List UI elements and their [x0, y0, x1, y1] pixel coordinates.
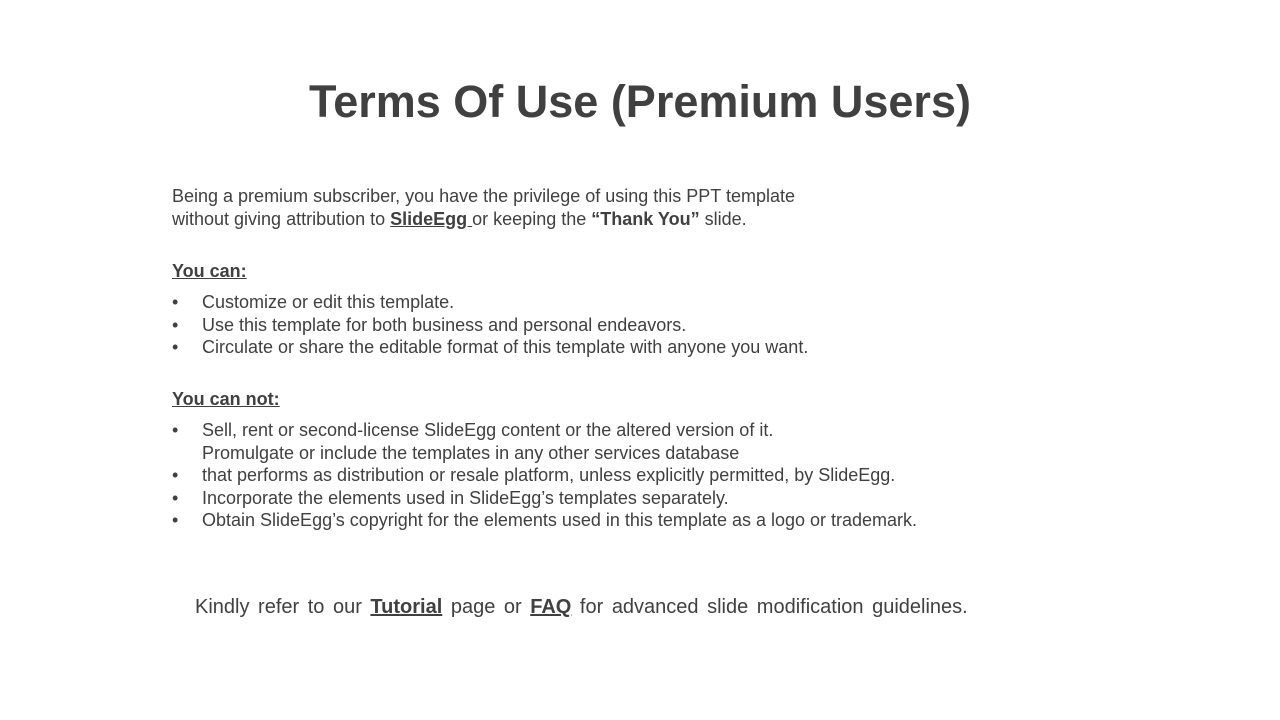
- list-item-text: Customize or edit this template.: [202, 292, 455, 312]
- list-item: [172, 487, 1072, 510]
- list-item-text: Obtain SlideEgg’s copyright for the elements used in this template as a logo or trademark.: [202, 510, 918, 530]
- list-item: [172, 464, 1072, 487]
- intro-line-1: Being a premium subscriber, you have the privilege of using this PPT template: [172, 186, 795, 206]
- list-item: [172, 291, 1072, 314]
- tutorial-link[interactable]: Tutorial: [370, 596, 443, 618]
- bullet-icon: •: [172, 420, 179, 440]
- thank-you-quote: “Thank You”: [591, 209, 700, 229]
- bullet-icon: •: [172, 465, 179, 485]
- slideegg-link[interactable]: SlideEgg: [390, 209, 473, 229]
- list-item-text: Promulgate or include the templates in any other services database: [202, 442, 740, 463]
- intro-line-2-end: slide.: [699, 209, 747, 229]
- list-item: [172, 314, 1072, 337]
- you-can-list: [172, 291, 1072, 359]
- bullet-icon: •: [172, 510, 179, 530]
- footer-text-middle: page or: [442, 596, 531, 618]
- list-item-text: Circulate or share the editable format of this template with anyone you want.: [202, 337, 809, 357]
- bullet-icon: •: [172, 487, 179, 508]
- you-can-heading: You can:: [172, 261, 247, 281]
- you-can-not-list: [172, 419, 1072, 532]
- list-item: [172, 419, 1072, 442]
- list-item: [172, 442, 1072, 465]
- slide-title: Terms Of Use (Premium Users): [309, 76, 971, 127]
- list-item: [172, 336, 1072, 359]
- list-item-text: Incorporate the elements used in SlideEgg’s templates separately.: [202, 487, 729, 508]
- faq-link[interactable]: FAQ: [530, 596, 572, 618]
- list-item: [172, 509, 1072, 532]
- list-item-text: Use this template for both business and personal endeavors.: [202, 314, 687, 335]
- footer-note: [195, 594, 1095, 620]
- intro-paragraph: [172, 185, 872, 231]
- footer-text-start: Kindly refer to our: [195, 596, 371, 618]
- you-can-not-heading: You can not:: [172, 389, 280, 409]
- footer-text-end: for advanced slide modification guidelines.: [571, 596, 968, 618]
- bullet-icon: •: [172, 314, 179, 335]
- list-item-text: Sell, rent or second-license SlideEgg content or the altered version of it.: [202, 420, 774, 440]
- list-item-text: that performs as distribution or resale platform, unless explicitly permitted, by SlideEgg.: [202, 465, 896, 485]
- bullet-icon: •: [172, 292, 179, 312]
- intro-line-2-start: without giving attribution to: [172, 209, 391, 229]
- intro-line-2-middle: or keeping the: [472, 209, 592, 229]
- bullet-icon: •: [172, 337, 179, 357]
